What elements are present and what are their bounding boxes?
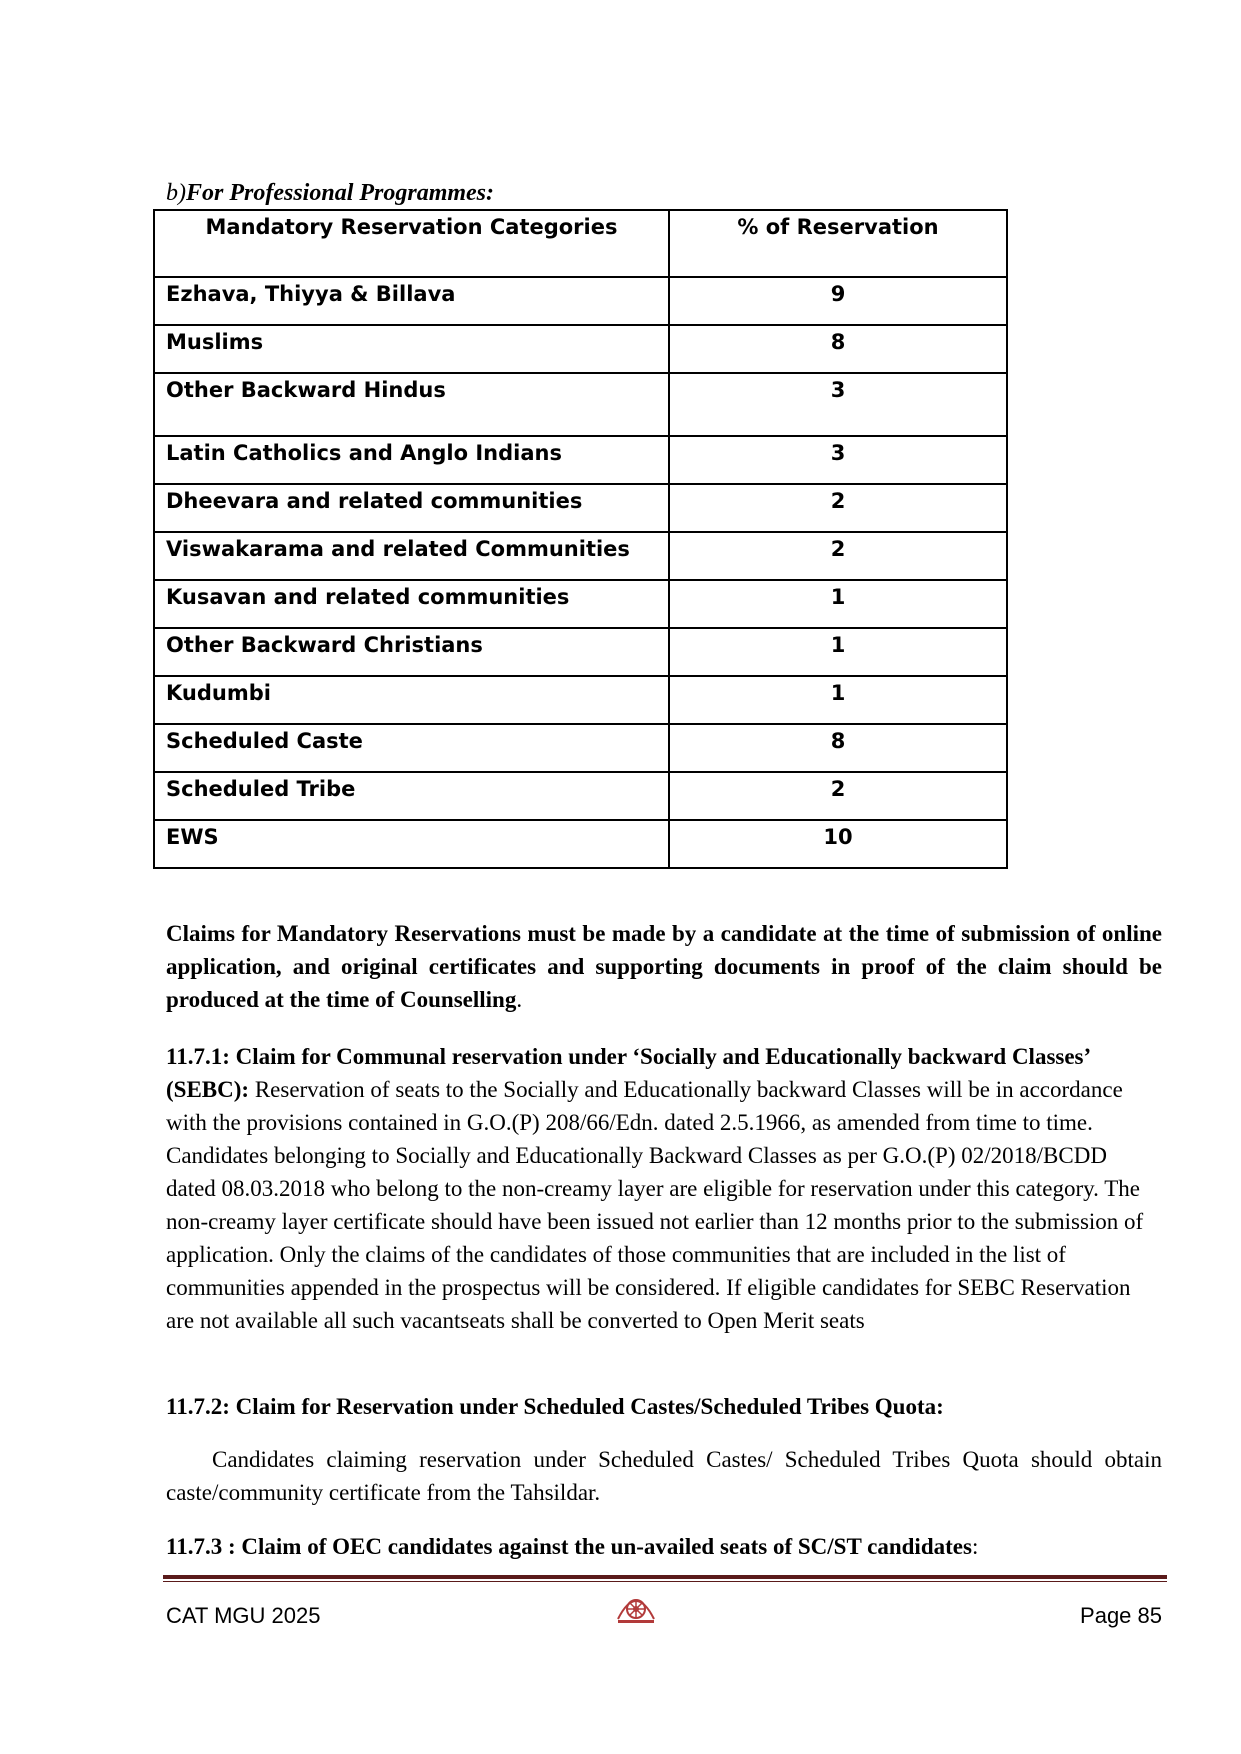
footer-title: CAT MGU 2025: [166, 1603, 321, 1628]
row-percent: 2: [669, 484, 1007, 532]
section-11-7-1-heading: 11.7.1: Claim for Communal reservation under ‘Socially and Educationally backward Classes’ (SEBC):: [166, 1044, 1090, 1102]
table-row: [154, 373, 1007, 436]
row-category: Muslims: [154, 325, 669, 373]
row-percent: 1: [669, 580, 1007, 628]
table-row: [154, 325, 1007, 373]
table-row: [154, 532, 1007, 580]
footer-page-number: Page 85: [1080, 1603, 1162, 1628]
section-11-7-2-body: Candidates claiming reservation under Scheduled Castes/ Scheduled Tribes Quota should obtain caste/community certificate from the Tahsildar.: [166, 1447, 1162, 1505]
table-row: [154, 676, 1007, 724]
table-header-category: Mandatory Reservation Categories: [154, 210, 669, 277]
row-category: Viswakarama and related Communities: [154, 532, 669, 580]
table-row: [154, 772, 1007, 820]
table-row: [154, 277, 1007, 325]
row-category: Dheevara and related communities: [154, 484, 669, 532]
row-percent: 10: [669, 820, 1007, 868]
claims-period: .: [516, 987, 523, 1012]
table-row: [154, 628, 1007, 676]
footer-rule-thick: [163, 1575, 1167, 1579]
row-category: Kusavan and related communities: [154, 580, 669, 628]
table-row: [154, 724, 1007, 772]
table-row: [154, 484, 1007, 532]
table-header-row: [154, 210, 1007, 277]
row-category: Other Backward Hindus: [154, 373, 669, 436]
row-category: Latin Catholics and Anglo Indians: [154, 436, 669, 484]
section-heading-prefix: b): [166, 180, 186, 206]
row-percent: 9: [669, 277, 1007, 325]
claims-paragraph: [166, 917, 1162, 1016]
section-heading: [166, 180, 494, 207]
section-11-7-2-heading: 11.7.2: Claim for Reservation under Scheduled Castes/Scheduled Tribes Quota:: [166, 1394, 944, 1419]
section-11-7-1: [166, 1040, 1162, 1337]
row-percent: 1: [669, 628, 1007, 676]
section-11-7-3-heading: 11.7.3 : Claim of OEC candidates against the un-availed seats of SC/ST candidates: [166, 1534, 972, 1559]
reservation-table: [153, 209, 1008, 869]
row-percent: 3: [669, 373, 1007, 436]
row-category: Scheduled Caste: [154, 724, 669, 772]
row-category: EWS: [154, 820, 669, 868]
section-heading-title: For Professional Programmes:: [186, 180, 495, 206]
row-percent: 8: [669, 724, 1007, 772]
row-percent: 1: [669, 676, 1007, 724]
row-percent: 2: [669, 772, 1007, 820]
section-11-7-3: [166, 1530, 1162, 1563]
table-row: [154, 580, 1007, 628]
table-row: [154, 820, 1007, 868]
row-category: Kudumbi: [154, 676, 669, 724]
table-row: [154, 436, 1007, 484]
row-percent: 8: [669, 325, 1007, 373]
row-percent: 2: [669, 532, 1007, 580]
footer-rule-thin: [163, 1581, 1167, 1582]
row-category: Scheduled Tribe: [154, 772, 669, 820]
claims-text: Claims for Mandatory Reservations must be made by a candidate at the time of submission of online application, and original certificates and supporting documents in proof of the claim should be produced at the time of Counselling: [166, 921, 1162, 1012]
row-percent: 3: [669, 436, 1007, 484]
row-category: Ezhava, Thiyya & Billava: [154, 277, 669, 325]
university-emblem-icon: [614, 1589, 658, 1625]
section-11-7-3-colon: :: [971, 1534, 979, 1559]
section-11-7-1-body: Reservation of seats to the Socially and Educationally backward Classes will be in accordance with the provisions contained in G.O.(P) 208/66/Edn. dated 2.5.1966, as amended from time to time. Candidates belonging to Socially and Educationally Backward Classes as per G.O.(P) 02/2018/BCDD dated 08.03.2018 who belong to the non-creamy layer are eligible for reservation under this category. The non-creamy layer certificate should have been issued not earlier than 12 months prior to the submission of application. Only the claims of the candidates of those communities that are included in the list of communities appended in the prospectus will be considered. If eligible candidates for SEBC Reservation are not available all such vacantseats shall be converted to Open Merit seats: [166, 1077, 1144, 1333]
row-category: Other Backward Christians: [154, 628, 669, 676]
table-header-percent: % of Reservation: [669, 210, 1007, 277]
